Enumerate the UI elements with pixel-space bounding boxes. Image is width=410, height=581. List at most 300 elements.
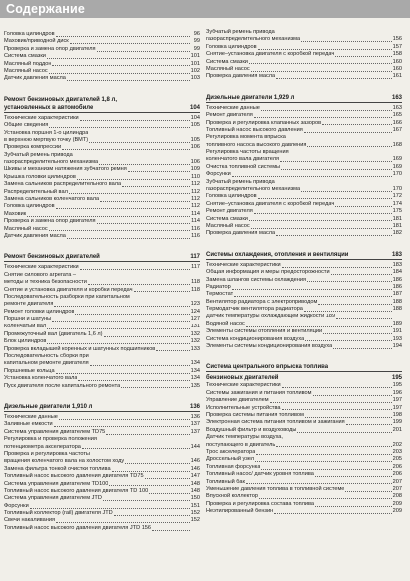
toc-entry-title: Исполнительные устройства [206,404,281,411]
toc-page-number: 203 [392,448,402,455]
toc-entry-title: Поршни и шатуны [4,316,52,323]
toc-entry [206,73,402,80]
toc-page-number: 191 [392,328,402,335]
toc-entry-title: Трос акселератора [206,448,256,455]
toc-page-number: 116 [191,225,200,232]
toc-dot-leader [301,191,392,192]
toc-entry-title: Дроссельный узел [206,456,254,463]
toc-dot-leader [345,491,391,492]
toc-page-number: 165 [392,112,402,119]
toc-page-number: 186 [392,283,402,290]
toc-page-number: 207 [392,478,402,485]
toc-page-number: 124 [190,308,200,315]
toc-entry [4,510,200,517]
toc-entry-title: Неэтилированный бензин [206,508,274,515]
toc-entry [206,343,402,350]
toc-entry [206,328,402,335]
toc-entry-title: Система управления двигателем JTD [4,495,102,502]
toc-entry-title: Дизельные двигатели 1,910 л [4,404,93,411]
toc-page-number: 184 [392,269,402,276]
toc-dot-leader [280,161,392,162]
toc-entry [4,75,200,82]
toc-page-number: 152 [190,510,200,517]
toc-entry-title: Головка цилиндров [4,203,55,210]
section-spacer [4,240,200,253]
toc-entry [4,264,200,271]
toc-page-number: 161 [392,73,402,80]
toc-dot-leader [255,461,392,462]
toc-entry-title: Шкивы и механизм натяжения зубчатого ремня [4,166,127,173]
toc-entry-title: Топливный насос высокого давления двигателя JTD 156 [4,524,152,531]
toc-entry [4,353,200,360]
toc-entry-title: Топливная форсунка [206,463,261,470]
toc-dot-leader [49,127,189,128]
toc-page-number: 186 [392,276,402,283]
toc-dot-leader [112,471,190,472]
toc-entry-title: Масляный насос [4,225,48,232]
toc-page-number: 134 [190,375,200,382]
toc-dot-leader [249,220,392,221]
toc-entry [206,277,402,284]
toc-entry [206,493,402,500]
toc-page-number: 133 [190,345,200,352]
toc-page-number: 137 [190,428,200,435]
toc-dot-leader [67,238,190,239]
toc-page-number: 134 [190,367,200,374]
toc-entry [4,331,200,338]
toc-entry [206,390,402,397]
toc-page-number: 209 [392,508,402,515]
toc-page-number: 127 [190,316,200,323]
toc-page-number: 206 [392,463,402,470]
toc-entry [4,429,200,436]
toc-dot-leader [128,171,190,172]
toc-entry [4,466,200,473]
toc-page-number: 187 [392,291,402,298]
toc-entry-title: Коленчатый вал [4,323,47,330]
section-spacer [206,81,402,94]
toc-dot-leader [270,402,392,403]
toc-entry-title: Распределительный вал [4,188,68,195]
toc-dot-leader [323,333,391,334]
section-rule [206,259,402,260]
toc-page-number: 188 [392,298,402,305]
toc-entry [4,46,200,53]
toc-entry [206,486,402,493]
toc-page-number: 132 [190,330,200,337]
toc-entry [4,144,200,151]
toc-dot-leader [125,463,190,464]
toc-page-number: 136 [190,414,200,420]
toc-page-number: 170 [392,186,402,193]
toc-dot-leader [75,314,189,315]
toc-page-number: 156 [392,36,402,43]
toc-page-number: 110 [191,173,200,180]
toc-dot-leader [246,326,392,327]
toc-entry [206,419,402,426]
toc-page-number: 117 [190,254,200,261]
toc-entry-title: Управление двигателем [206,397,269,404]
toc-dot-leader [56,208,190,209]
toc-dot-leader [67,80,190,81]
toc-dot-leader [258,198,392,199]
toc-dot-leader [258,49,392,50]
toc-page-number: 160 [392,58,402,65]
toc-entry-title: Заливные емкости [4,421,53,428]
toc-dot-leader [49,230,190,231]
toc-entry [206,36,402,43]
toc-entry-title: Впускной коллектор [206,493,258,500]
toc-entry-title: Дизельные двигатели 1,929 л [206,94,295,101]
toc-entry [206,382,402,389]
toc-entry-title: Общие сведения [4,122,49,129]
toc-entry-title: Зубчатый ремень привода [206,29,275,35]
toc-entry [4,481,200,488]
toc-dot-leader [276,446,391,447]
toc-page-number: 118 [191,279,200,286]
toc-page-number: 175 [392,208,402,215]
toc-dot-leader [276,78,392,79]
toc-dot-leader [47,328,189,329]
toc-page-number: 96 [193,31,200,37]
toc-entry-title: Регулировка частоты вращения [206,149,289,156]
toc-entry-title: Ремонт двигателя [206,112,253,119]
toc-page-number: 157 [392,43,402,50]
section-spacer [4,83,200,96]
toc-dot-leader [261,469,391,470]
toc-dot-leader [274,513,391,514]
toc-page-number: 101 [190,60,200,67]
toc-entry [4,181,200,188]
toc-page-number: 163 [391,94,402,101]
toc-page-number: 131 [190,323,200,330]
toc-page-number: 99 [193,45,200,52]
toc-page-number: 196 [392,389,402,396]
toc-page-number: 136 [189,404,200,411]
toc-dot-leader [100,201,190,202]
toc-entry-title: Датчик температуры воздуха, [206,434,283,441]
toc-entry-title: Проверка и регулировка частоты [4,450,90,457]
toc-dot-leader [54,306,189,307]
toc-dot-leader [134,291,190,292]
toc-entry [4,152,200,159]
toc-page-number: 114 [191,218,200,225]
toc-dot-leader [103,500,190,501]
toc-page-number: 112 [191,203,200,210]
section-spacer [4,390,200,403]
toc-entry-title: Системы охлаждения, отопления и вентиляции [206,251,349,258]
toc-entry [4,166,200,173]
toc-entry-title: газораспределительного механизма [206,186,301,193]
toc-entry-title: Технические характеристики [4,114,79,121]
toc-page-number: 99 [193,38,200,45]
toc-page-number: 188 [392,306,402,313]
toc-entry-title: Очистка топливной системы [206,163,281,170]
toc-entry-title: Датчик температуры охлаждающей жидкости 189 [206,313,336,320]
toc-page-number: 123 [190,301,200,308]
toc-section-heading [4,403,200,411]
toc-dot-leader [145,478,190,479]
toc-page-number: 148 [190,480,200,487]
toc-entry-title: Снятие–установка двигателя с коробкой передач [206,200,335,207]
toc-dot-leader [336,318,392,319]
toc-dot-leader [82,448,190,449]
toc-entry-title: Снятие силового агрегата – [4,271,77,278]
toc-entry-title: Регулировка и проверка положения [4,436,97,443]
toc-section-heading [4,96,200,104]
toc-entry-title: газораспределительного механизма [206,36,301,43]
toc-entry [206,230,402,237]
toc-entry-title: методы и техника безопасности [4,279,87,286]
toc-dot-leader [335,56,391,57]
toc-page-number: 101 [190,53,200,60]
toc-entry-title: Установка коленчатого вала [4,375,78,382]
page-header [0,0,410,18]
toc-dot-leader [77,179,190,180]
toc-entry-title: Электронная система питания топливом и зажигания [206,419,345,426]
toc-dot-leader [322,124,392,125]
section-spacer [206,350,402,363]
toc-dot-leader [78,380,189,381]
toc-entry [206,449,402,456]
toc-entry [206,112,402,119]
toc-entry-title: Проверка и регулировка состава топлива [206,500,315,507]
toc-dot-leader [276,235,392,236]
toc-dot-leader [88,284,190,285]
toc-dot-leader [97,223,190,224]
toc-page-number: 106 [190,144,200,151]
toc-entry-title: Крышка головки цилиндров [4,173,76,180]
section-rule [4,411,200,412]
toc-page-number: 169 [392,163,402,170]
toc-entry [4,414,200,421]
toc-entry [206,427,402,434]
toc-page-number: 197 [392,404,402,411]
toc-dot-leader [149,493,189,494]
toc-page-number: 160 [392,65,402,72]
toc-dot-leader [121,387,189,388]
toc-entry [206,127,402,134]
toc-entry-title: Система смазки [206,58,248,65]
toc-entry-title: Проверка вкладышей коренных и шатунных подшипников [4,345,156,352]
toc-dot-leader [80,120,190,121]
toc-entry [4,309,200,316]
toc-entry-title: Топливный бак [206,478,245,485]
toc-dot-leader [281,169,392,170]
toc-entry-title: Ремонт головки цилиндров [4,308,75,315]
toc-dot-leader [156,350,189,351]
toc-entry [4,316,200,323]
toc-entry [4,218,200,225]
toc-entry-title: Термостат [206,291,234,298]
toc-page-number: 103 [190,75,200,82]
toc-dot-leader [27,216,190,217]
toc-entry-title: Общая информация и меры предосторожности [206,269,330,276]
toc-dot-leader [99,164,190,165]
toc-entry-title: Замена сальников распределительного вала [4,181,122,188]
toc-entry-title: Система смазки [206,215,248,222]
toc-dot-leader [315,506,392,507]
toc-dot-leader [313,395,392,396]
toc-entry [4,451,200,458]
toc-page-number: 104 [190,114,200,121]
toc-dot-leader [335,206,391,207]
toc-entry [206,412,402,419]
toc-entry-title: потенциометра акселератора [4,443,81,450]
toc-entry [4,458,200,465]
toc-page-number: 137 [190,421,200,428]
toc-entry [4,226,200,233]
toc-entry [4,473,200,480]
toc-entry [4,375,200,382]
toc-page-number: 134 [190,360,200,367]
toc-entry-title: Замена фильтра тонкой очистки топлива [4,465,111,472]
toc-entry [4,53,200,60]
toc-dot-leader [234,296,392,297]
toc-page-number: 206 [392,471,402,478]
toc-entry-title: Уменьшение давления топлива в топливной системе [206,485,345,492]
toc-section-heading [206,251,402,259]
toc-entry [4,159,200,166]
toc-entry-title: Технические характеристики [4,264,79,271]
toc-page-number: 146 [190,458,200,465]
toc-entry-title: Проверка давления масла [206,230,276,237]
toc-entry-title: Топливный коллектор (rail) двигателя JTD [4,510,113,517]
section-rule [206,371,402,372]
toc-entry [4,338,200,345]
toc-entry-title: Элементы системы отопления и вентиляции [206,328,323,335]
toc-page-number: 197 [392,397,402,404]
toc-entry-title: Водяной насос [206,320,245,327]
toc-entry [4,38,200,45]
toc-entry [206,201,402,208]
toc-entry [4,196,200,203]
toc-page-number: 166 [392,119,402,126]
toc-page-number: 168 [392,141,402,148]
toc-page-number: 195 [391,375,402,382]
toc-entry-title: Проверка компрессии [4,144,62,151]
toc-entry-title: Масляный насос [206,65,250,72]
toc-entry-title: Проверка и замена опор двигателя [4,218,96,225]
toc-page-number: 148 [190,487,200,494]
toc-dot-leader [232,289,392,290]
toc-entry [206,66,402,73]
toc-dot-leader [331,274,392,275]
toc-entry-title: Маховик [4,210,27,217]
toc-entry-title: Технические характеристики [206,261,281,268]
toc-entry-title: Поршневые кольца [4,367,55,374]
toc-page-number: 199 [392,419,402,426]
toc-section-heading [4,104,200,112]
toc-entry [4,287,200,294]
toc-page-number: 183 [391,251,402,258]
toc-entry [206,314,402,321]
toc-entry [4,122,200,129]
toc-entry-title: Элементы системы кондиционирования воздуха [206,343,333,350]
toc-entry [206,434,402,441]
toc-page-number: 209 [392,500,402,507]
toc-dot-leader [307,146,391,147]
toc-dot-leader [261,110,392,111]
toc-page-number: 117 [191,264,200,271]
toc-page-number: 208 [392,493,402,500]
toc-entry-title: Снятие и установка двигателя и коробки передач [4,286,133,293]
toc-dot-leader [232,176,392,177]
toc-dot-leader [307,281,392,282]
toc-entry [4,495,200,502]
toc-entry-title: Форсунки [206,171,231,178]
toc-entry-title: Зубчатый ремень привода [4,151,73,158]
toc-entry [206,44,402,51]
toc-entry-title: бензиновых двигателей [206,375,279,382]
toc-dot-leader [49,73,190,74]
toc-entry [4,517,200,524]
toc-entry-title: капитальном ремонте двигателя [4,360,89,367]
toc-dot-leader [333,348,391,349]
toc-entry-title: Радиатор [206,283,231,290]
toc-entry [4,115,200,122]
toc-entry-title: Снятие–установка двигателя с коробкой передач [206,51,335,58]
toc-entry-title: Масляный поддон [4,60,52,67]
toc-entry [4,324,200,331]
toc-entry [206,464,402,471]
toc-dot-leader [297,432,391,433]
toc-page-number: 132 [190,338,200,345]
toc-page-number: 118 [191,286,200,293]
toc-page-number: 202 [392,441,402,448]
toc-entry-title: Последовательность сборки при [4,353,89,360]
toc-entry-title: ремонте двигателя [4,301,54,308]
toc-dot-leader [122,186,190,187]
toc-entry-title: Головка цилиндров [4,31,55,37]
toc-entry-title: Системы зажигания и питания топливом [206,389,312,396]
toc-entry-title: Маховик/приводной диск [4,38,69,45]
toc-entry-title: Система центрального впрыска топлива [206,364,329,371]
toc-dot-leader [282,387,392,388]
toc-entry [4,31,200,38]
toc-section-heading [206,374,402,382]
toc-entry [206,336,402,343]
toc-entry [4,421,200,428]
toc-dot-leader [304,311,392,312]
toc-entry [4,203,200,210]
toc-dot-leader [346,424,392,425]
toc-entry [206,262,402,269]
toc-section-heading [206,363,402,371]
section-spacer [206,238,402,251]
toc-entry [206,216,402,223]
toc-entry [206,508,402,515]
toc-entry [4,503,200,510]
toc-section-heading [206,94,402,102]
toc-entry [4,488,200,495]
toc-entry [206,29,402,36]
toc-dot-leader [305,340,391,341]
toc-entry-title: Замена шлангов системы охлаждения [206,276,307,283]
toc-entry [206,134,402,141]
toc-entry [206,456,402,463]
toc-entry-title: Топливный насос/ датчик уровня топлива [206,471,314,478]
toc-dot-leader [59,419,190,420]
toc-entry [4,436,200,443]
toc-entry [206,501,402,508]
toc-dot-leader [80,269,190,270]
toc-page-number: 105 [190,122,200,129]
toc-entry [206,105,402,112]
toc-page-number: 205 [392,456,402,463]
toc-entry [4,137,200,144]
toc-entry-title: Проверка и замена опор двигателя [4,45,96,52]
